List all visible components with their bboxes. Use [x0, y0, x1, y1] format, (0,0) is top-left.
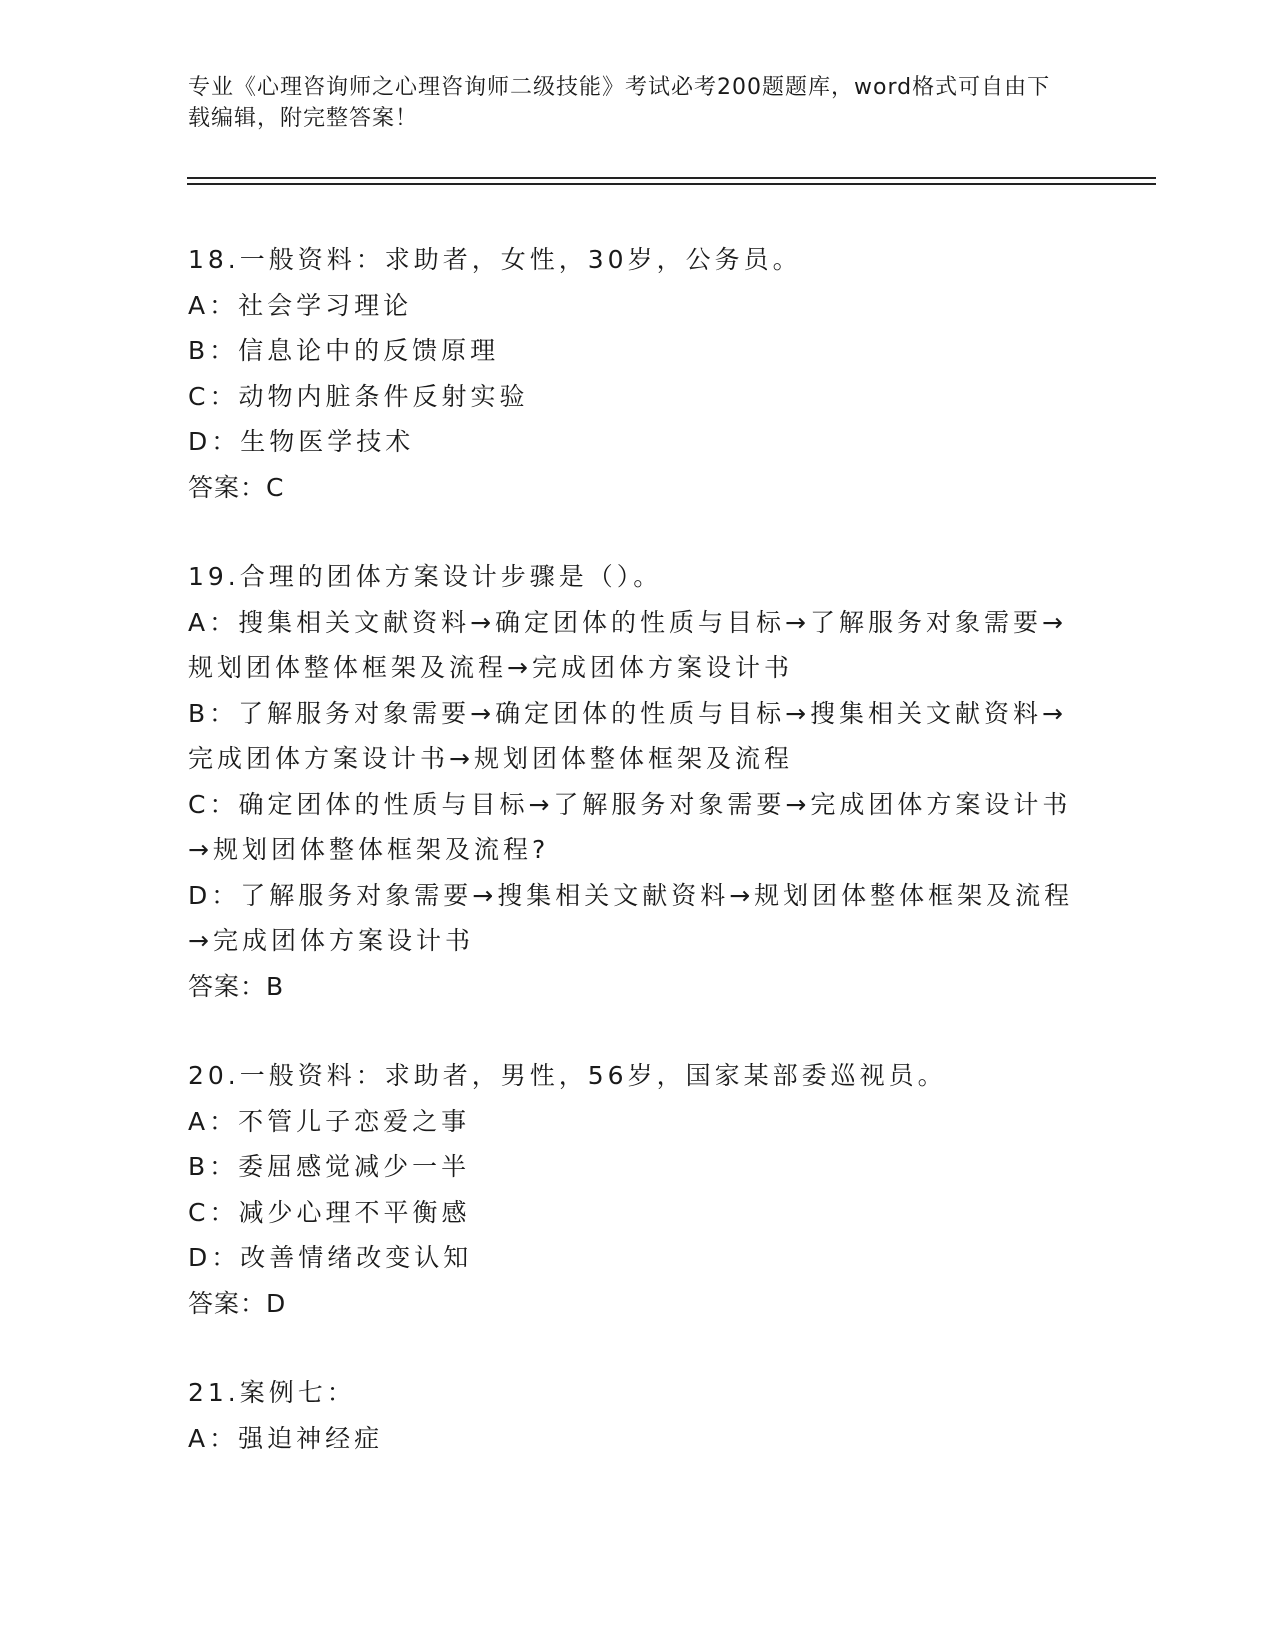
answer-line: 答案：B [188, 971, 285, 1001]
option-c: C：确定团体的性质与目标→了解服务对象需要→完成团体方案设计书→规划团体整体框架及流程? [188, 789, 1072, 864]
option-a: A：不管儿子恋爱之事 [188, 1106, 471, 1136]
option-b: B：信息论中的反馈原理 [188, 336, 500, 365]
document-header: 专业《心理咨询师之心理咨询师二级技能》考试必考200题题库，word格式可自由下载编辑，附完整答案！ [188, 75, 1051, 131]
option-d: D：了解服务对象需要→搜集相关文献资料→规划团体整体框架及流程→完成团体方案设计书 [188, 880, 1074, 955]
option-a: A：强迫神经症 [188, 1423, 384, 1453]
answer-line: 答案：C [188, 472, 285, 502]
option-d: D：改善情绪改变认知 [188, 1243, 473, 1272]
question-21 [188, 1370, 1078, 1461]
header-rule-top [187, 177, 1156, 179]
question-stem: 19.合理的团体方案设计步骤是（）。 [188, 562, 663, 591]
option-b: B：委屈感觉减少一半 [188, 1152, 471, 1181]
question-20 [188, 1053, 1078, 1326]
header-rule-bottom [187, 183, 1156, 185]
question-18 [188, 237, 1078, 510]
answer-line: 答案：D [188, 1288, 287, 1318]
option-a: A：搜集相关文献资料→确定团体的性质与目标→了解服务对象需要→规划团体整体框架及流程→完成团体方案设计书 [188, 607, 1067, 682]
question-stem: 20.一般资料：求助者，男性，56岁，国家某部委巡视员。 [188, 1061, 947, 1090]
question-19 [188, 554, 1078, 1009]
option-a: A：社会学习理论 [188, 290, 413, 320]
question-stem: 18.一般资料：求助者，女性，30岁，公务员。 [188, 245, 802, 274]
option-b: B：了解服务对象需要→确定团体的性质与目标→搜集相关文献资料→完成团体方案设计书→规划团体整体框架及流程 [188, 698, 1067, 773]
option-c: C：动物内脏条件反射实验 [188, 381, 529, 411]
question-stem: 21.案例七： [188, 1378, 356, 1407]
option-c: C：减少心理不平衡感 [188, 1197, 471, 1227]
question-list [188, 237, 1078, 1505]
option-d: D：生物医学技术 [188, 427, 415, 456]
